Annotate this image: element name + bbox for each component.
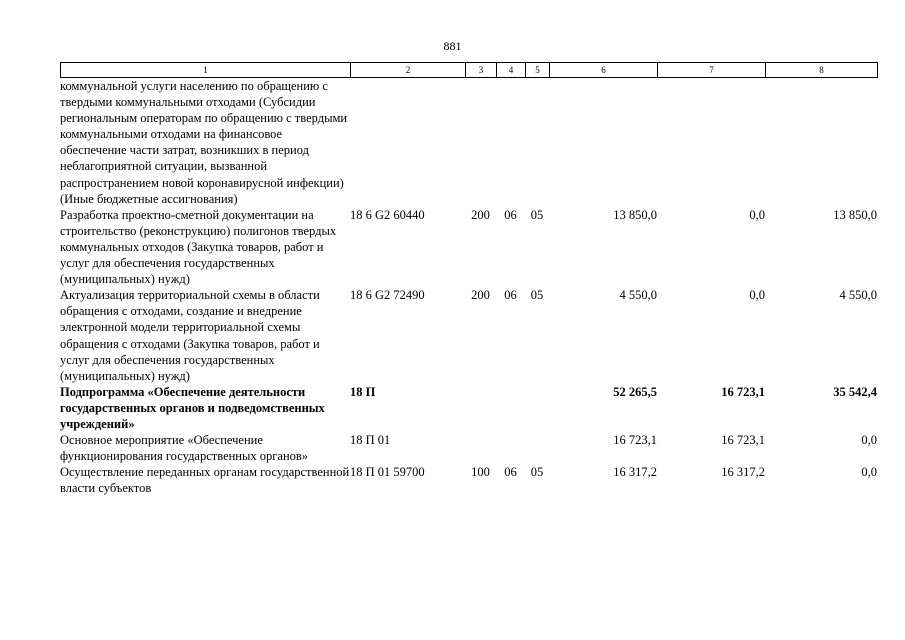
row-col8: 4 550,0 <box>839 288 877 303</box>
row-subsection <box>525 78 549 207</box>
budget-table <box>60 78 877 496</box>
row-section <box>496 384 525 432</box>
row-subsection: 05 <box>530 465 544 480</box>
row-code: 18 6 G2 60440 <box>350 207 425 222</box>
row-col7: 16 723,1 <box>721 433 765 448</box>
row-total: 13 850,0 <box>613 207 657 222</box>
row-section: 06 <box>504 207 517 222</box>
row-expense-type <box>465 432 496 464</box>
row-expense-type <box>465 78 496 207</box>
row-expense-type: 100 <box>471 465 490 480</box>
row-name: Подпрограмма «Обеспечение деятельности государственных органов и подведомственных учреждений» <box>60 384 325 431</box>
column-number-6: 6 <box>550 63 658 78</box>
row-subsection: 05 <box>530 207 544 222</box>
row-name: коммунальной услуги населению по обращению с твердыми коммунальными отходами (Субсидии региональным операторам по обращению с твердыми коммунальными отходами на финансовое обеспечение части затрат, возникших в период неблагоприятной ситуации, вызванной распространением новой коронавирусной инфекции) (Иные бюджетные ассигнования) <box>60 79 348 206</box>
row-total: 16 317,2 <box>613 465 657 480</box>
row-col8 <box>765 78 877 207</box>
table-row <box>60 207 877 287</box>
table-row <box>60 464 877 496</box>
page-number: 881 <box>443 39 462 53</box>
column-header-row <box>60 62 878 78</box>
row-total: 16 723,1 <box>613 433 657 448</box>
row-name: Актуализация территориальной схемы в области обращения с отходами, создание и внедрение электронной модели территориальной схемы обращения с отходами (Закупка товаров, работ и услуг для обеспечения государственных (муниципальных) нужд) <box>60 288 320 383</box>
row-section <box>496 78 525 207</box>
row-code: 18 П <box>350 384 376 399</box>
row-code <box>350 78 465 207</box>
row-col7: 16 317,2 <box>721 465 765 480</box>
row-total: 4 550,0 <box>619 288 657 303</box>
row-expense-type <box>465 384 496 432</box>
row-col8: 35 542,4 <box>833 384 877 399</box>
row-expense-type: 200 <box>471 288 490 303</box>
row-section <box>496 432 525 464</box>
column-number-4: 4 <box>497 63 526 78</box>
row-section: 06 <box>504 465 517 480</box>
table-row <box>60 78 877 207</box>
table-row <box>60 287 877 384</box>
column-number-7: 7 <box>658 63 766 78</box>
row-col7: 0,0 <box>749 207 765 222</box>
row-col7: 0,0 <box>749 288 765 303</box>
row-subsection <box>525 384 549 432</box>
row-code: 18 6 G2 72490 <box>350 288 425 303</box>
column-number-3: 3 <box>466 63 497 78</box>
row-total: 52 265,5 <box>613 384 657 399</box>
row-col8: 13 850,0 <box>833 207 877 222</box>
row-name: Осуществление переданных органам государственной власти субъектов <box>60 465 350 496</box>
column-number-1: 1 <box>61 63 351 78</box>
row-code: 18 П 01 59700 <box>350 465 425 480</box>
row-name: Основное мероприятие «Обеспечение функционирования государственных органов» <box>60 433 309 464</box>
column-number-2: 2 <box>351 63 466 78</box>
row-total <box>549 78 657 207</box>
row-section: 06 <box>504 288 517 303</box>
row-col8: 0,0 <box>861 465 877 480</box>
column-number-8: 8 <box>766 63 878 78</box>
row-expense-type: 200 <box>471 207 490 222</box>
row-code: 18 П 01 <box>350 433 391 448</box>
row-subsection <box>525 432 549 464</box>
table-row <box>60 432 877 464</box>
row-name: Разработка проектно-сметной документации на строительство (реконструкцию) полигонов твердых коммунальных отходов (Закупка товаров, работ и услуг для обеспечения государственных (муниципальных) нужд) <box>60 207 337 287</box>
table-row-subprogram <box>60 384 877 432</box>
row-col7: 16 723,1 <box>721 384 765 399</box>
column-number-5: 5 <box>526 63 550 78</box>
row-col8: 0,0 <box>861 433 877 448</box>
row-col7 <box>657 78 765 207</box>
row-subsection: 05 <box>530 288 544 303</box>
